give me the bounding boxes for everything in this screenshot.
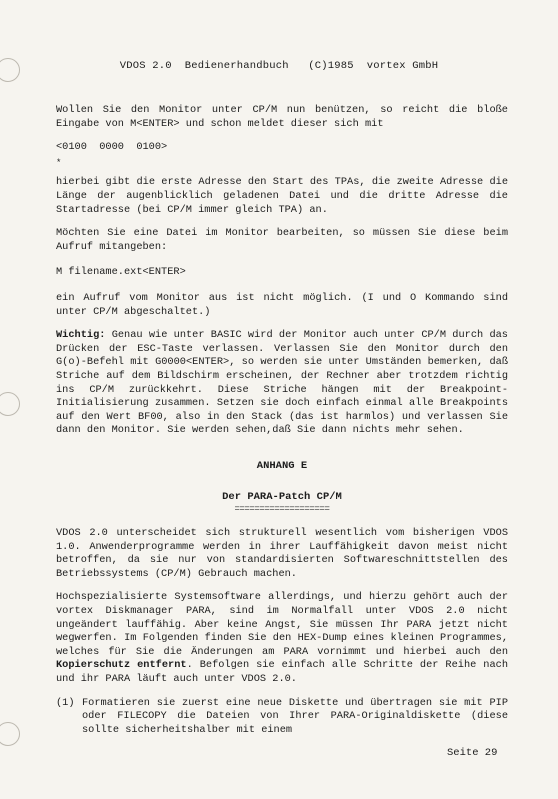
section-heading: Der PARA-Patch CP/M [222,491,342,504]
page-body [56,104,508,737]
para-patch-text-end: . Befolgen sie einfach alle Schritte der Reihe nach und ihr PARA läuft auch unter VDOS 2.0. [56,659,509,685]
copy-protection-bold: Kopierschutz entfernt [56,659,187,672]
para-patch-text-start: Hochspezialisierte Systemsoftware allerdings, und hierzu gehört auch der vortex Diskmanager PARA, sind im Normalfall unter VDOS 2.0 nicht ungeändert lauffähig. Aber keine Angst, Sie müssen Ihr PARA jetzt nicht wegwerfen. Im Folgenden finden Sie den HEX-Dump eines kleinen Programmes, welches für Sie die Änderungen am PARA vornimmt und hierbei auch den [56,591,508,658]
page-header: VDOS 2.0 Bedienerhandbuch (C)1985 vortex GmbH [119,60,439,72]
paragraph-edit-file: Möchten Sie eine Datei im Monitor bearbeiten, so müssen Sie diese beim Aufruf mitangeben: [56,227,508,253]
section-title [56,491,508,513]
important-label: Wichtig: [56,329,106,342]
list-item [56,697,508,738]
list-item-text: Formatieren sie zuerst eine neue Diskette und übertragen sie mit PIP oder FILECOPY die Dateien von Ihrer PARA-Originaldiskette (diese sollte sicherheitshalber mit einem [82,696,508,736]
monitor-output-line: <0100 0000 0100> [56,141,168,154]
paragraph-important [56,329,508,438]
paragraph-para-patch [56,591,508,686]
list-item-number: (1) [56,696,75,709]
page-number: Seite 29 [447,747,498,759]
paragraph-monitor-usage: Wollen Sie den Monitor unter CP/M nun benützen, so reicht die bloße Eingabe von M<ENTER> und schon meldet dieser sich mit [56,104,508,130]
important-text: Genau wie unter BASIC wird der Monitor auch unter CP/M durch das Drücken der ESC-Taste verlassen. Verlassen Sie den Monitor durch den G(o)-Befehl mit G0000<ENTER>, so werden sie unter Umständen bemerken, daß Striche auf dem Bildschirm erscheinen, der Rechner aber trotzdem richtig ins CP/M zurückkehrt. Diese Striche hängen mit der Breakpoint-Initialisierung zusammen. Setzen sie doch einfach einmal alle Breakpoints auf den Wert BF00, also in den Stack (das ist harmlos) und verlassen Sie dann den Monitor. Sie werden sehen,daß Sie dann nichts mehr sehen. [56,329,508,437]
monitor-prompt-star: * [56,157,62,168]
paragraph-vdos-structure: VDOS 2.0 unterscheidet sich strukturell wesentlich vom bisherigen VDOS 1.0. Anwenderprogramme werden in ihrer Lauffähigkeit davon meist nicht betroffen, da sie nur von standardisierten Softwareschnittstellen des Betriebssystems (CP/M) Gebrauch machen. [56,527,508,580]
section-underline: =================== [234,504,330,515]
paragraph-address-explanation: hierbei gibt die erste Adresse den Start des TPAs, die zweite Adresse die Länge der augenblicklich geladenen Datei und die dritte Adresse die Startadresse (bei CP/M immer gleich TPA) an. [56,176,508,216]
punch-hole-middle [0,392,20,416]
command-example: M filename.ext<ENTER> [56,266,186,279]
paragraph-call-note: ein Aufruf vom Monitor aus ist nicht möglich. (I und O Kommando sind unter CP/M abgeschaltet.) [56,291,508,318]
appendix-heading: ANHANG E [256,459,308,472]
punch-hole-bottom [0,722,20,746]
